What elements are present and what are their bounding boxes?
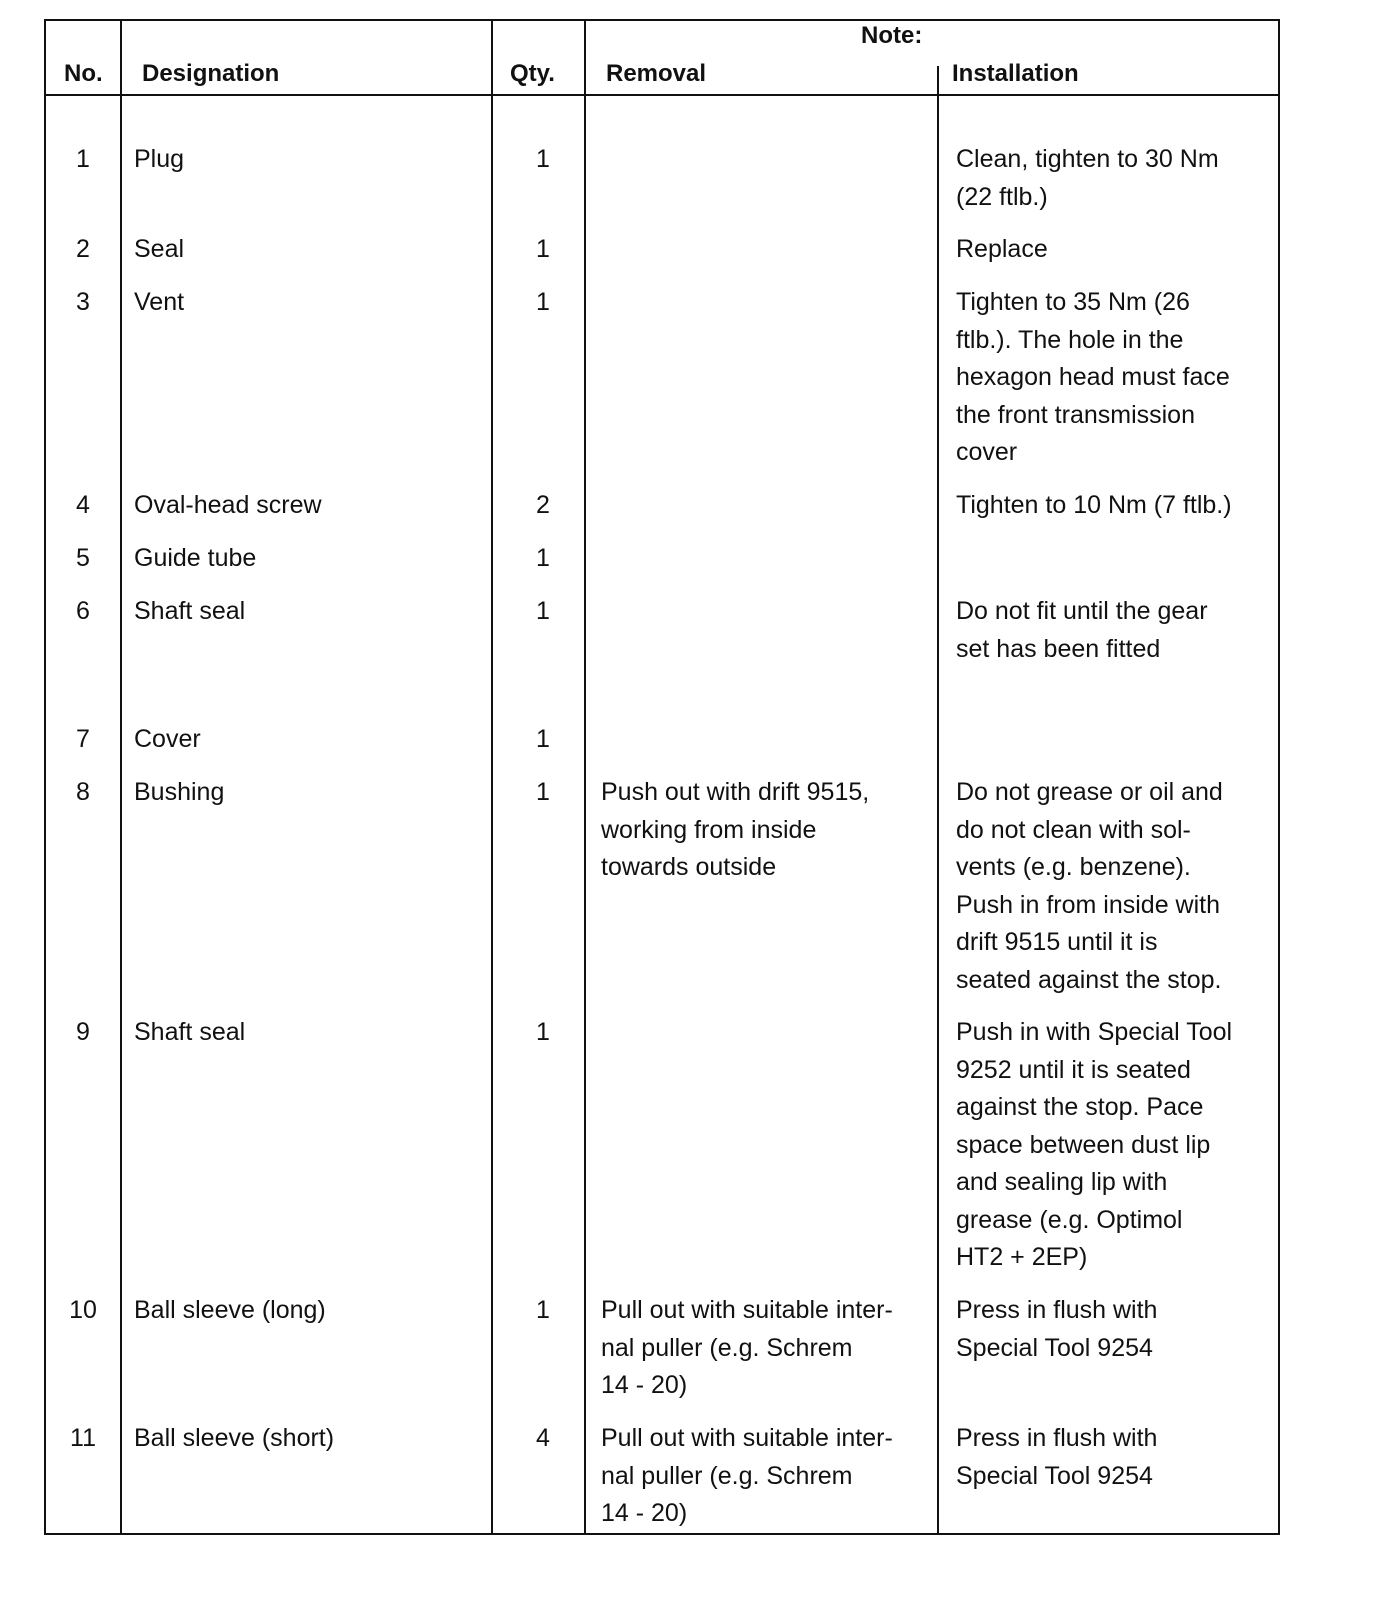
- header-note: Note:: [861, 22, 923, 49]
- row-removal-note: Pull out with suitable inter-: [601, 1296, 893, 1324]
- row-installation-note: Do not grease or oil and: [956, 778, 1223, 806]
- row-qty: 1: [536, 778, 550, 806]
- row-qty: 1: [536, 1296, 550, 1324]
- header-designation: Designation: [142, 60, 280, 87]
- header-qty: Qty.: [510, 60, 555, 87]
- row-designation: Bushing: [134, 778, 225, 806]
- row-installation-note: Do not fit until the gear: [956, 597, 1208, 625]
- row-designation: Seal: [134, 235, 185, 263]
- row-removal-note: nal puller (e.g. Schrem: [601, 1333, 853, 1362]
- row-installation-note: Press in flush with: [956, 1296, 1158, 1324]
- row-number: 1: [76, 145, 90, 173]
- row-qty: 1: [536, 235, 550, 263]
- row-installation-note: do not clean with sol-: [956, 815, 1191, 844]
- row-number: 9: [76, 1018, 90, 1046]
- row-designation: Shaft seal: [134, 597, 246, 625]
- row-qty: 1: [536, 288, 550, 316]
- row-designation: Ball sleeve (short): [134, 1424, 335, 1452]
- row-number: 3: [76, 288, 90, 316]
- row-qty: 1: [536, 725, 550, 753]
- row-qty: 1: [536, 597, 550, 625]
- row-qty: 1: [536, 1018, 550, 1046]
- row-installation-note: Push in from inside with: [956, 890, 1221, 919]
- header-removal: Removal: [606, 60, 707, 87]
- row-installation-note: grease (e.g. Optimol: [956, 1205, 1183, 1234]
- row-removal-note: nal puller (e.g. Schrem: [601, 1461, 853, 1490]
- header-no: No.: [64, 60, 103, 87]
- row-installation-note: vents (e.g. benzene).: [956, 853, 1191, 881]
- row-installation-note: Clean, tighten to 30 Nm: [956, 145, 1219, 173]
- row-designation: Shaft seal: [134, 1018, 246, 1046]
- row-qty: 2: [536, 491, 550, 519]
- row-number: 8: [76, 778, 90, 806]
- row-number: 5: [76, 544, 90, 572]
- row-qty: 4: [536, 1424, 550, 1452]
- column-divider: [491, 19, 493, 1535]
- row-installation-note: hexagon head must face: [956, 363, 1230, 391]
- row-designation: Oval-head screw: [134, 491, 322, 519]
- row-number: 11: [70, 1424, 96, 1452]
- row-installation-note: Press in flush with: [956, 1424, 1158, 1452]
- row-installation-note: Special Tool 9254: [956, 1461, 1153, 1490]
- header-installation: Installation: [952, 60, 1079, 87]
- row-designation: Cover: [134, 725, 201, 753]
- row-qty: 1: [536, 544, 550, 572]
- row-installation-note: HT2 + 2EP): [956, 1243, 1088, 1271]
- column-divider: [937, 66, 939, 1535]
- row-removal-note: Pull out with suitable inter-: [601, 1424, 893, 1452]
- row-removal-note: 14 - 20): [601, 1371, 688, 1399]
- row-number: 7: [76, 725, 90, 753]
- row-number: 6: [76, 597, 90, 625]
- row-number: 2: [76, 235, 90, 263]
- row-designation: Ball sleeve (long): [134, 1296, 326, 1324]
- row-removal-note: Push out with drift 9515,: [601, 778, 870, 806]
- row-installation-note: and sealing lip with: [956, 1168, 1168, 1196]
- row-installation-note: Tighten to 10 Nm (7 ftlb.): [956, 491, 1232, 519]
- row-installation-note: Replace: [956, 235, 1048, 263]
- row-installation-note: cover: [956, 438, 1018, 466]
- row-removal-note: working from inside: [601, 815, 817, 844]
- row-installation-note: Push in with Special Tool: [956, 1018, 1233, 1046]
- row-removal-note: 14 - 20): [601, 1499, 688, 1527]
- row-installation-note: Special Tool 9254: [956, 1333, 1153, 1362]
- row-installation-note: set has been fitted: [956, 634, 1161, 663]
- row-installation-note: space between dust lip: [956, 1130, 1211, 1159]
- row-installation-note: the front transmission: [956, 400, 1195, 429]
- row-designation: Guide tube: [134, 544, 257, 572]
- row-designation: Plug: [134, 145, 185, 173]
- header-rule: [44, 94, 1280, 96]
- row-qty: 1: [536, 145, 550, 173]
- row-installation-note: 9252 until it is seated: [956, 1055, 1191, 1084]
- row-number: 10: [69, 1296, 97, 1324]
- row-number: 4: [76, 491, 90, 519]
- row-installation-note: seated against the stop.: [956, 965, 1222, 994]
- row-designation: Vent: [134, 288, 185, 316]
- row-removal-note: towards outside: [601, 853, 777, 881]
- row-installation-note: drift 9515 until it is: [956, 928, 1158, 956]
- row-installation-note: (22 ftlb.): [956, 182, 1048, 211]
- row-installation-note: against the stop. Pace: [956, 1093, 1204, 1121]
- row-installation-note: ftlb.). The hole in the: [956, 325, 1184, 354]
- row-installation-note: Tighten to 35 Nm (26: [956, 288, 1190, 316]
